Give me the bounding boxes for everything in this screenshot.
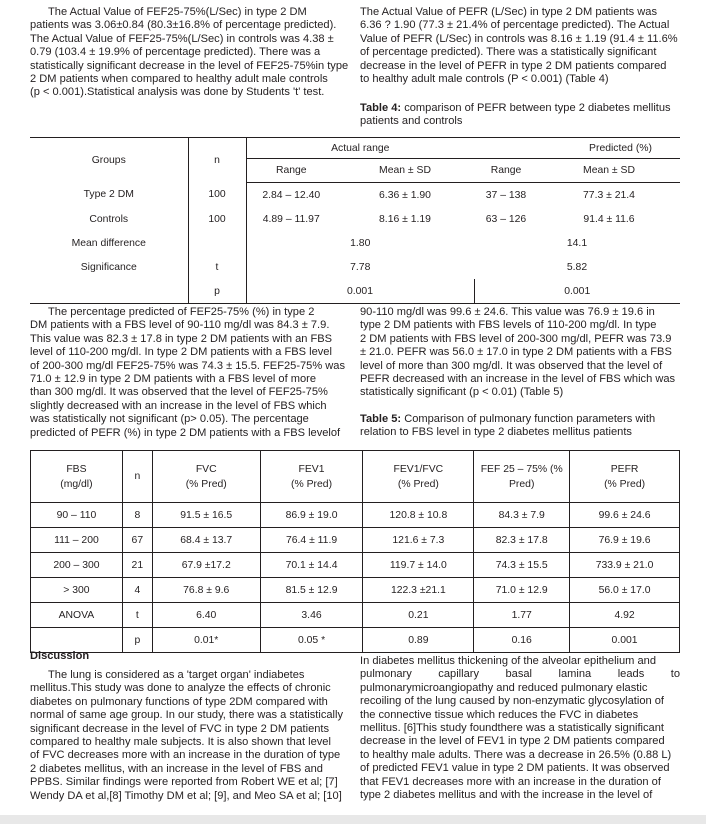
table-cell: 122.3 ±21.1: [363, 578, 474, 603]
text-line: type 2 DM patients with FBS levels of 110-200 mg/dl. In type: [360, 319, 657, 332]
table-cell: 5.82: [566, 261, 588, 273]
text-line: pulmonary capillary basal lamina leads to: [360, 668, 680, 681]
text-line: to healthy adult male controls (P < 0.001) (Table 4): [360, 73, 609, 86]
text-line: statistically significant (p < 0.01) (Table 5): [360, 386, 564, 399]
text-line: 2 DM patients with FBS level of 200-300 mg/dl, PEFR was 73.9: [360, 332, 672, 345]
text-line: DM patients with a FBS level of 90-110 mg/dl was 84.3 ± 7.9.: [30, 319, 330, 332]
table-cell: 120.8 ± 10.8: [363, 503, 474, 528]
text-line: was statistically not significant (p> 0.05). The percentage: [30, 413, 309, 426]
table-row: [31, 503, 680, 528]
table-cell: 4.89 – 11.97: [262, 213, 320, 225]
text-line: normal of same age group. In our study, there was a statistically: [30, 709, 344, 722]
table-cell: 0.01*: [152, 628, 260, 653]
text-line: patients was 3.06±0.84 (80.3±16.8% of percentage predicted).: [30, 19, 337, 32]
table-cell: 1.80: [350, 237, 371, 249]
table-cell: [188, 231, 246, 255]
text-line: decrease in the level of FEV1 in type 2 DM patients compared: [360, 735, 665, 748]
table-cell: 21: [122, 553, 152, 578]
table5-caption: [360, 413, 690, 440]
table-cell: 0.05 *: [260, 628, 363, 653]
text-line: PEFR decreased with an increase in the level of FBS which was: [360, 373, 676, 386]
paragraph-fef-fbs: [30, 306, 352, 440]
text-line: than 300 mg/dl. It was observed that the level of FEF25-75%: [30, 386, 328, 399]
table4-header-predicted: Predicted (%): [474, 138, 680, 159]
table-cell: 76.9 ± 19.6: [570, 528, 680, 553]
text-line: The percentage predicted of FEF25-75% (%) in type 2: [48, 306, 315, 318]
text-line: compared to healthy male subjects. It is also shown that level: [30, 736, 331, 749]
text-line: Value of PEFR (L/Sec) in controls was 8.16 ± 1.19 (91.4 ± 11.6%: [360, 32, 678, 45]
table-cell: 100: [188, 183, 246, 208]
table-cell: 121.6 ± 7.3: [363, 528, 474, 553]
table5-header-fev1-fvc: FEV1/FVC (% Pred): [363, 451, 474, 503]
table-cell: 2.84 – 12.40: [262, 189, 321, 201]
table-cell: 733.9 ± 21.0: [570, 553, 680, 578]
table-row: [30, 231, 680, 255]
table4-header-mean: Mean ± SD: [336, 159, 474, 183]
table-cell: 7.78: [350, 261, 371, 273]
text-line: of percentage predicted). There was a statistically significant: [360, 46, 657, 59]
table-row: [30, 255, 680, 279]
table-cell: [31, 628, 123, 653]
table4-header-actual: Actual range: [246, 138, 474, 159]
table-cell: 82.3 ± 17.8: [474, 528, 570, 553]
table-cell: p: [122, 628, 152, 653]
table-cell: 0.16: [474, 628, 570, 653]
table4-header-range: Range: [474, 159, 538, 183]
paragraph-pefr-actual: [360, 6, 680, 86]
text-line: diabetes on pulmonary functions of type 2DM compared with: [30, 695, 328, 708]
table-cell: 119.7 ± 14.0: [363, 553, 474, 578]
table-cell: 71.0 ± 12.9: [474, 578, 570, 603]
table-cell: 74.3 ± 15.5: [474, 553, 570, 578]
table-row: [31, 553, 680, 578]
text-line: ± 21.0. PEFR was 56.0 ± 17.0 in type 2 DM patients with a FBS: [360, 346, 672, 359]
table-cell: 6.40: [152, 603, 260, 628]
table5-caption-line2: relation to FBS level in type 2 diabetes mellitus patients: [360, 426, 632, 439]
text-line: that FEV1 decreases more with an increase in the duration of: [360, 775, 661, 788]
text-line: 2 DM patients when compared to healthy adult male controls: [30, 73, 328, 86]
table-cell: 91.4 ± 11.6: [583, 213, 635, 225]
table-cell: 77.3 ± 21.4: [583, 189, 635, 201]
text-line: statistically significant decrease in the level of FEF25-75%in type: [30, 59, 349, 72]
table-cell: 70.1 ± 14.4: [260, 553, 363, 578]
text-line: to healthy male adults. There was a decrease in 26.5% (0.88 L): [360, 748, 672, 761]
table-cell: 200 – 300: [31, 553, 123, 578]
table5-header-fev1: FEV1 (% Pred): [260, 451, 363, 503]
text-line: The Actual Value of FEF25-75%(L/Sec) in controls was 4.38 ±: [30, 32, 334, 45]
table-cell: Type 2 DM: [30, 183, 188, 208]
table-row: [30, 183, 680, 208]
table4-header-mean: Mean ± SD: [538, 159, 680, 183]
paragraph-discussion: [30, 669, 352, 803]
table4-caption-label: Table 4:: [360, 102, 402, 114]
text-line: 2 diabetes mellitus, with an increase in the level of FBS and: [30, 762, 323, 775]
text-line: mellitus. [6]This study foundthere was a statistically significant: [360, 722, 664, 735]
text-line: decrease in the level of PEFR in type 2 DM patients compared: [360, 59, 667, 72]
text-line: PPBS. Similar findings were reported from Robert WE et al; [7]: [30, 776, 338, 789]
table4-header-groups: Groups: [30, 138, 188, 183]
text-line: type 2 diabetes mellitus and with the increase in the level of: [360, 789, 653, 802]
table4-header-range: Range: [246, 159, 336, 183]
table-cell: 81.5 ± 12.9: [260, 578, 363, 603]
table-cell: 86.9 ± 19.0: [260, 503, 363, 528]
table-row: [30, 207, 680, 231]
table-cell: 0.001: [570, 628, 680, 653]
table-cell: Mean difference: [30, 231, 188, 255]
table5: [30, 450, 680, 653]
table5-caption-label: Table 5:: [360, 413, 402, 425]
table-cell: Controls: [30, 207, 188, 231]
paragraph-pefr-fbs: [360, 306, 680, 400]
table-cell: 67.9 ±17.2: [152, 553, 260, 578]
table-cell: 0.21: [363, 603, 474, 628]
table-cell: 4: [122, 578, 152, 603]
text-line: of FVC decreases more with an increase in the duration of type: [30, 749, 341, 762]
table-cell: 63 – 126: [485, 213, 527, 225]
page-bottom-bar: [0, 815, 706, 824]
text-line: recoiling of the lung caused by non-enzymatic glycosylation of: [360, 695, 665, 708]
text-line: This value was 82.3 ± 17.8 in type 2 DM patients with an FBS: [30, 332, 333, 345]
table-cell: 76.4 ± 11.9: [260, 528, 363, 553]
text-line: (p < 0.001).Statistical analysis was done by Students 't' test.: [30, 86, 325, 99]
paragraph-microangiopathy: [360, 655, 680, 802]
text-line: 6.36 ? 1.90 (77.3 ± 21.4% of percentage predicted). The Actual: [360, 19, 670, 32]
text-line: level of 110-200 mg/dl. In type 2 DM patients with a FBS level: [30, 346, 332, 359]
table-cell: 84.3 ± 7.9: [474, 503, 570, 528]
table-cell: [30, 279, 188, 304]
table-cell: 37 – 138: [485, 189, 527, 201]
text-line: pulmonarymicroangiopathy and reduced pulmonary elastic: [360, 681, 648, 694]
text-line: the connective tissue which reduces the FVC in diabetes: [360, 708, 639, 721]
text-line: 0.79 (103.4 ± 19.9% of percentage predicted). There was a: [30, 46, 321, 59]
table-cell: 3.46: [260, 603, 363, 628]
table-cell: Significance: [30, 255, 188, 279]
table-cell: ANOVA: [31, 603, 123, 628]
text-line: significant decrease in the level of FVC in type 2 DM patients: [30, 722, 330, 735]
table5-header-pefr: PEFR (% Pred): [570, 451, 680, 503]
table-cell: 67: [122, 528, 152, 553]
table4-caption-line2: patients and controls: [360, 115, 463, 128]
text-line: The Actual Value of FEF25-75%(L/Sec) in type 2 DM: [48, 6, 307, 18]
table-cell: 90 – 110: [31, 503, 123, 528]
text-line: of predicted FEV1 value in type 2 DM patients. It was observed: [360, 762, 670, 775]
table4-caption-text: comparison of PEFR between type 2 diabetes mellitus: [401, 102, 671, 114]
text-line: slightly decreased with an increase in the level of FBS which: [30, 399, 327, 412]
table-cell: 111 – 200: [31, 528, 123, 553]
table-cell: 91.5 ± 16.5: [152, 503, 260, 528]
table-cell: 6.36 ± 1.90: [379, 189, 431, 201]
table5-header-fef: FEF 25 – 75% (% Pred): [474, 451, 570, 503]
table5-header-fvc: FVC (% Pred): [152, 451, 260, 503]
text-line: of 200-300 mg/dl FEF25-75% was 74.3 ± 15.5. FEF25-75% was: [30, 359, 346, 372]
discussion-heading: Discussion: [30, 650, 90, 662]
table-cell: 56.0 ± 17.0: [570, 578, 680, 603]
table-cell: 99.6 ± 24.6: [570, 503, 680, 528]
text-line: In diabetes mellitus thickening of the alveolar epithelium and: [360, 655, 657, 667]
paragraph-fef-actual: [30, 6, 352, 100]
table-cell: 8.16 ± 1.19: [379, 213, 431, 225]
table-cell: 4.92: [570, 603, 680, 628]
text-line: The lung is considered as a 'target organ' indiabetes: [48, 669, 305, 681]
table-cell: > 300: [31, 578, 123, 603]
text-line: Wendy DA et al,[8] Timothy DM et al; [9], and Meo SA et al; [10]: [30, 789, 342, 802]
table-cell: p: [188, 279, 246, 304]
table-row: [31, 628, 680, 653]
table5-header-row: [31, 451, 680, 503]
text-line: predicted of PEFR (%) in type 2 DM patients with a FBS levelof: [30, 426, 341, 439]
table5-header-fbs: FBS (mg/dl): [31, 451, 123, 503]
table-row: [31, 578, 680, 603]
text-line: 90-110 mg/dl was 99.6 ± 24.6. This value was 76.9 ± 19.6 in: [360, 306, 655, 318]
table-row: [31, 528, 680, 553]
table5-header-n: n: [122, 451, 152, 503]
text-line: 71.0 ± 12.9 in type 2 DM patients with a FBS level of more: [30, 373, 317, 386]
text-line: The Actual Value of PEFR (L/Sec) in type 2 DM patients was: [360, 6, 657, 18]
text-line: mellitus.This study was done to analyze the effects of chronic: [30, 682, 331, 695]
table-cell: 0.001: [564, 285, 591, 297]
table4-caption: [360, 102, 690, 129]
table4: [30, 137, 680, 304]
table-cell: 1.77: [474, 603, 570, 628]
table-row: [30, 279, 680, 304]
table-cell: 14.1: [566, 237, 588, 249]
text-line: level of more than 300 mg/dl. It was observed that the level of: [360, 359, 663, 372]
table-cell: 100: [188, 207, 246, 231]
table-cell: 0.001: [246, 279, 474, 304]
table4-header-n: n: [188, 138, 246, 183]
table-row: [31, 603, 680, 628]
table-cell: 8: [122, 503, 152, 528]
table-cell: 76.8 ± 9.6: [152, 578, 260, 603]
table-cell: t: [122, 603, 152, 628]
table-cell: 68.4 ± 13.7: [152, 528, 260, 553]
table-cell: t: [188, 255, 246, 279]
table-cell: 0.89: [363, 628, 474, 653]
table5-caption-text: Comparison of pulmonary function parameters with: [401, 413, 656, 425]
